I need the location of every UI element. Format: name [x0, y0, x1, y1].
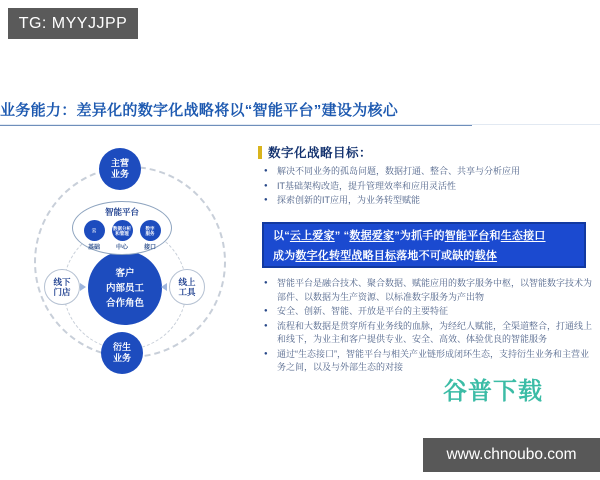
- site-name-watermark: 谷普下载: [443, 378, 543, 405]
- center-label-line2: 内部员工: [105, 282, 144, 294]
- detail-list: [264, 277, 592, 376]
- platform-node-cloud: [84, 220, 105, 251]
- data-node-label: 中心: [115, 245, 128, 251]
- derived-business-node: [101, 332, 143, 374]
- strategy-goals-heading-text: 数字化战略目标：: [268, 146, 373, 160]
- service-node-label: 接口: [143, 245, 156, 251]
- highlight-seg-underlined: 云上爱家: [289, 230, 335, 242]
- derived-business-line1: 衍生: [112, 342, 131, 352]
- highlight-seg: 和: [489, 230, 501, 242]
- detail-item: ● 安全、创新、智能、开放是平台的主要特征: [264, 305, 592, 319]
- tg-watermark-banner: TG: MYYJJPP: [8, 8, 138, 39]
- main-business-label-line1: 主营: [110, 158, 129, 168]
- page-title: 业务能力：差异化的数字化战略将以“智能平台”建设为核心: [0, 99, 472, 126]
- offline-store-node: [44, 269, 80, 305]
- offline-store-line2: 门店: [53, 287, 71, 297]
- smart-platform-group: [72, 201, 172, 255]
- detail-item: ● 智能平台是融合技术、聚合数据、赋能应用的数字服务中枢，以智能数字技术为部件、以数据为生产资源、以标准数字服务为产出物: [264, 277, 592, 304]
- detail-item: ● 流程和大数据是贯穿所有业务线的血脉，为经纪人赋能，全渠道整合，打通线上和线下，为业主和客户提供专业、安全、高效、体验优良的智能服务: [264, 320, 592, 347]
- detail-item: ● 通过“生态接口”，智能平台与相关产业链形成闭环生态，支持衍生业务和主营业务之间，以及与外部生态的对接: [264, 348, 592, 375]
- service-node-circle: [140, 220, 161, 241]
- highlight-seg-underlined: 生态接口: [500, 230, 546, 242]
- data-node-text-line1: 数据分析: [113, 225, 131, 231]
- main-business-node: [99, 148, 141, 190]
- right-connector-arrow-icon: [161, 283, 167, 291]
- offline-store-line1: 线下: [53, 277, 71, 287]
- highlight-seg: 成为: [273, 250, 296, 262]
- goal-item: ● 解决不同业务的孤岛问题，数据打通、整合、共享与分析应用: [264, 164, 590, 179]
- cloud-node-circle: [84, 220, 105, 241]
- highlight-seg-underlined: 智能平台: [444, 230, 490, 242]
- highlight-seg-underlined: 数字化转型战略目标: [295, 250, 397, 262]
- platform-node-service: [140, 220, 161, 251]
- highlight-seg-underlined: 载体: [474, 250, 498, 262]
- derived-business-line2: 业务: [112, 353, 131, 363]
- cloud-node-label: 基础: [87, 245, 100, 251]
- goal-list: [264, 164, 590, 208]
- highlight-statement-box: [262, 222, 586, 268]
- highlight-line1: [273, 226, 575, 246]
- data-node-circle: [112, 220, 133, 241]
- data-node-text-line2: 和管理: [115, 230, 129, 236]
- online-tools-node: [169, 269, 205, 305]
- service-node-text-line2: 服务: [145, 230, 155, 236]
- highlight-seg-underlined: 数据爱家: [349, 230, 395, 242]
- goal-item: ● IT基础架构改造，提升管理效率和应用灵活性: [264, 179, 590, 194]
- center-label-line3: 合作角色: [105, 297, 144, 309]
- gold-bar-icon: [258, 146, 262, 159]
- center-label-line1: 客户: [115, 267, 135, 279]
- online-tools-line1: 线上: [178, 277, 196, 287]
- highlight-seg: 以“: [273, 230, 290, 242]
- online-tools-line2: 工具: [178, 287, 196, 297]
- goal-item: ● 探索创新的IT应用，为业务转型赋能: [264, 193, 590, 208]
- highlight-seg: ”为抓手的: [394, 230, 445, 242]
- platform-node-data: [112, 220, 133, 251]
- highlight-seg: 落地不可或缺的: [396, 250, 475, 262]
- service-node-text-line1: 数字: [145, 225, 155, 231]
- title-underline: [0, 124, 600, 125]
- left-connector-arrow-icon: [80, 283, 86, 291]
- customer-center-node: [88, 251, 162, 325]
- highlight-seg: ” “: [334, 230, 350, 242]
- smart-platform-title: 智能平台: [104, 207, 139, 217]
- smart-platform-nodes: [84, 220, 161, 251]
- highlight-line2: [273, 246, 575, 266]
- site-url-banner: www.chnoubo.com: [423, 438, 600, 472]
- main-business-label-line2: 业务: [110, 169, 129, 179]
- cloud-node-text: 云: [91, 228, 97, 233]
- strategy-goals-heading: [258, 143, 372, 161]
